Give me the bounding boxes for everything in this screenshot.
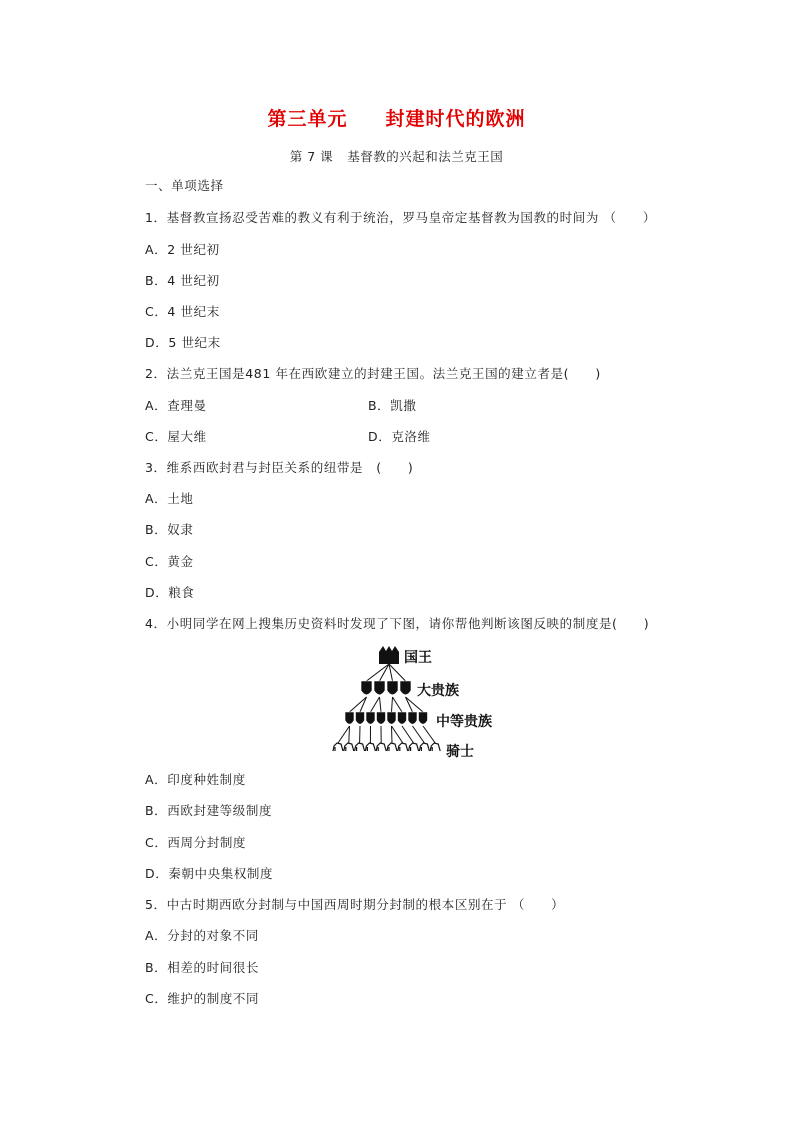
- hierarchy-connector: [380, 697, 382, 712]
- knight-horse-icon: [376, 743, 386, 751]
- question-4-option-d[interactable]: D．秦朝中央集权制度: [145, 866, 274, 881]
- great-noble-shield-icon: [361, 681, 372, 695]
- middle-noble-shield-icon: [345, 712, 354, 724]
- lesson-title: [0, 147, 793, 165]
- unit-name: 封建时代的欧洲: [385, 108, 526, 130]
- question-2-option-d[interactable]: D．克洛维: [368, 429, 431, 444]
- question-3-option-b[interactable]: B．奴隶: [145, 522, 194, 537]
- unit-title: [0, 104, 793, 131]
- hierarchy-connector: [392, 697, 393, 712]
- question-4-option-a[interactable]: A．印度种姓制度: [145, 772, 246, 787]
- section-heading: 一、单项选择: [145, 178, 224, 193]
- question-3-option-a[interactable]: A．土地: [145, 491, 194, 506]
- question-2-option-a[interactable]: A．查理曼: [145, 398, 207, 413]
- middle-noble-shield-icon: [356, 712, 365, 724]
- lesson-name: 基督教的兴起和法兰克王国: [347, 149, 504, 164]
- question-1-option-a[interactable]: A．2 世纪初: [145, 242, 220, 257]
- hierarchy-connector: [371, 697, 380, 712]
- king-icon: [379, 646, 399, 664]
- question-3-option-d[interactable]: D．粮食: [145, 585, 195, 600]
- knight-horse-icon: [409, 743, 419, 751]
- middle-noble-shield-icon: [377, 712, 386, 724]
- hierarchy-connector: [350, 697, 367, 712]
- hierarchy-connector: [349, 726, 350, 743]
- great-noble-shield-icon: [387, 681, 398, 695]
- question-5-option-c[interactable]: C．维护的制度不同: [145, 991, 260, 1006]
- hierarchy-connector: [406, 697, 424, 712]
- hierarchy-connector: [338, 726, 350, 743]
- hierarchy-connector: [402, 726, 414, 743]
- hierarchy-connector: [423, 726, 435, 743]
- knight-horse-icon: [419, 743, 429, 751]
- label-great-nobles: 大贵族: [417, 683, 459, 699]
- knight-horse-icon: [365, 743, 375, 751]
- question-5-option-a[interactable]: A．分封的对象不同: [145, 928, 259, 943]
- question-5-stem: 5．中古时期西欧分封制与中国西周时期分封制的根本区别在于 （ ）: [145, 897, 565, 912]
- unit-number: 第三单元: [267, 108, 348, 130]
- question-4-stem: 4．小明同学在网上搜集历史资料时发现了下图，请你帮他判断该图反映的制度是( ): [145, 616, 650, 631]
- lesson-number: 第 7 课: [289, 149, 334, 164]
- question-4-option-b[interactable]: B．西欧封建等级制度: [145, 803, 273, 818]
- middle-noble-shield-icon: [419, 712, 428, 724]
- middle-noble-shield-icon: [408, 712, 417, 724]
- label-knights: 骑士: [446, 744, 474, 760]
- question-2-option-b[interactable]: B．凯撒: [368, 398, 417, 413]
- question-1-stem: 1．基督教宣扬忍受苦难的教义有利于统治，罗马皇帝定基督教为国教的时间为 （ ）: [145, 210, 656, 225]
- hierarchy-connector: [413, 726, 425, 743]
- hierarchy-connector: [392, 726, 403, 743]
- question-2-stem: 2．法兰克王国是481 年在西欧建立的封建王国。法兰克王国的建立者是( ): [145, 366, 601, 381]
- question-4-option-c[interactable]: C．西周分封制度: [145, 835, 247, 850]
- knight-horse-icon: [398, 743, 408, 751]
- knight-horse-icon: [355, 743, 365, 751]
- label-king: 国王: [404, 650, 432, 666]
- question-1-option-c[interactable]: C．4 世纪末: [145, 304, 220, 319]
- question-1-option-b[interactable]: B．4 世纪初: [145, 273, 220, 288]
- middle-noble-shield-icon: [387, 712, 396, 724]
- great-noble-shield-icon: [400, 681, 411, 695]
- question-5-option-b[interactable]: B．相差的时间很长: [145, 960, 259, 975]
- knight-horse-icon: [344, 743, 354, 751]
- knight-horse-icon: [387, 743, 397, 751]
- question-3-stem: 3．维系西欧封君与封臣关系的纽带是 ( ): [145, 460, 414, 475]
- label-middle-nobles: 中等贵族: [436, 714, 492, 730]
- question-1-option-d[interactable]: D．5 世纪末: [145, 335, 221, 350]
- knight-horse-icon: [333, 743, 343, 751]
- knight-horse-icon: [430, 743, 440, 751]
- feudal-hierarchy-diagram: [325, 640, 515, 762]
- question-3-option-c[interactable]: C．黄金: [145, 554, 194, 569]
- middle-noble-shield-icon: [398, 712, 407, 724]
- hierarchy-connector: [393, 697, 403, 712]
- middle-noble-shield-icon: [366, 712, 375, 724]
- question-2-option-c[interactable]: C．屋大维: [145, 429, 207, 444]
- hierarchy-connector: [406, 697, 413, 712]
- hierarchy-connector: [367, 664, 390, 681]
- hierarchy-connector: [380, 664, 390, 681]
- hierarchy-connector: [392, 726, 393, 743]
- great-noble-shield-icon: [374, 681, 385, 695]
